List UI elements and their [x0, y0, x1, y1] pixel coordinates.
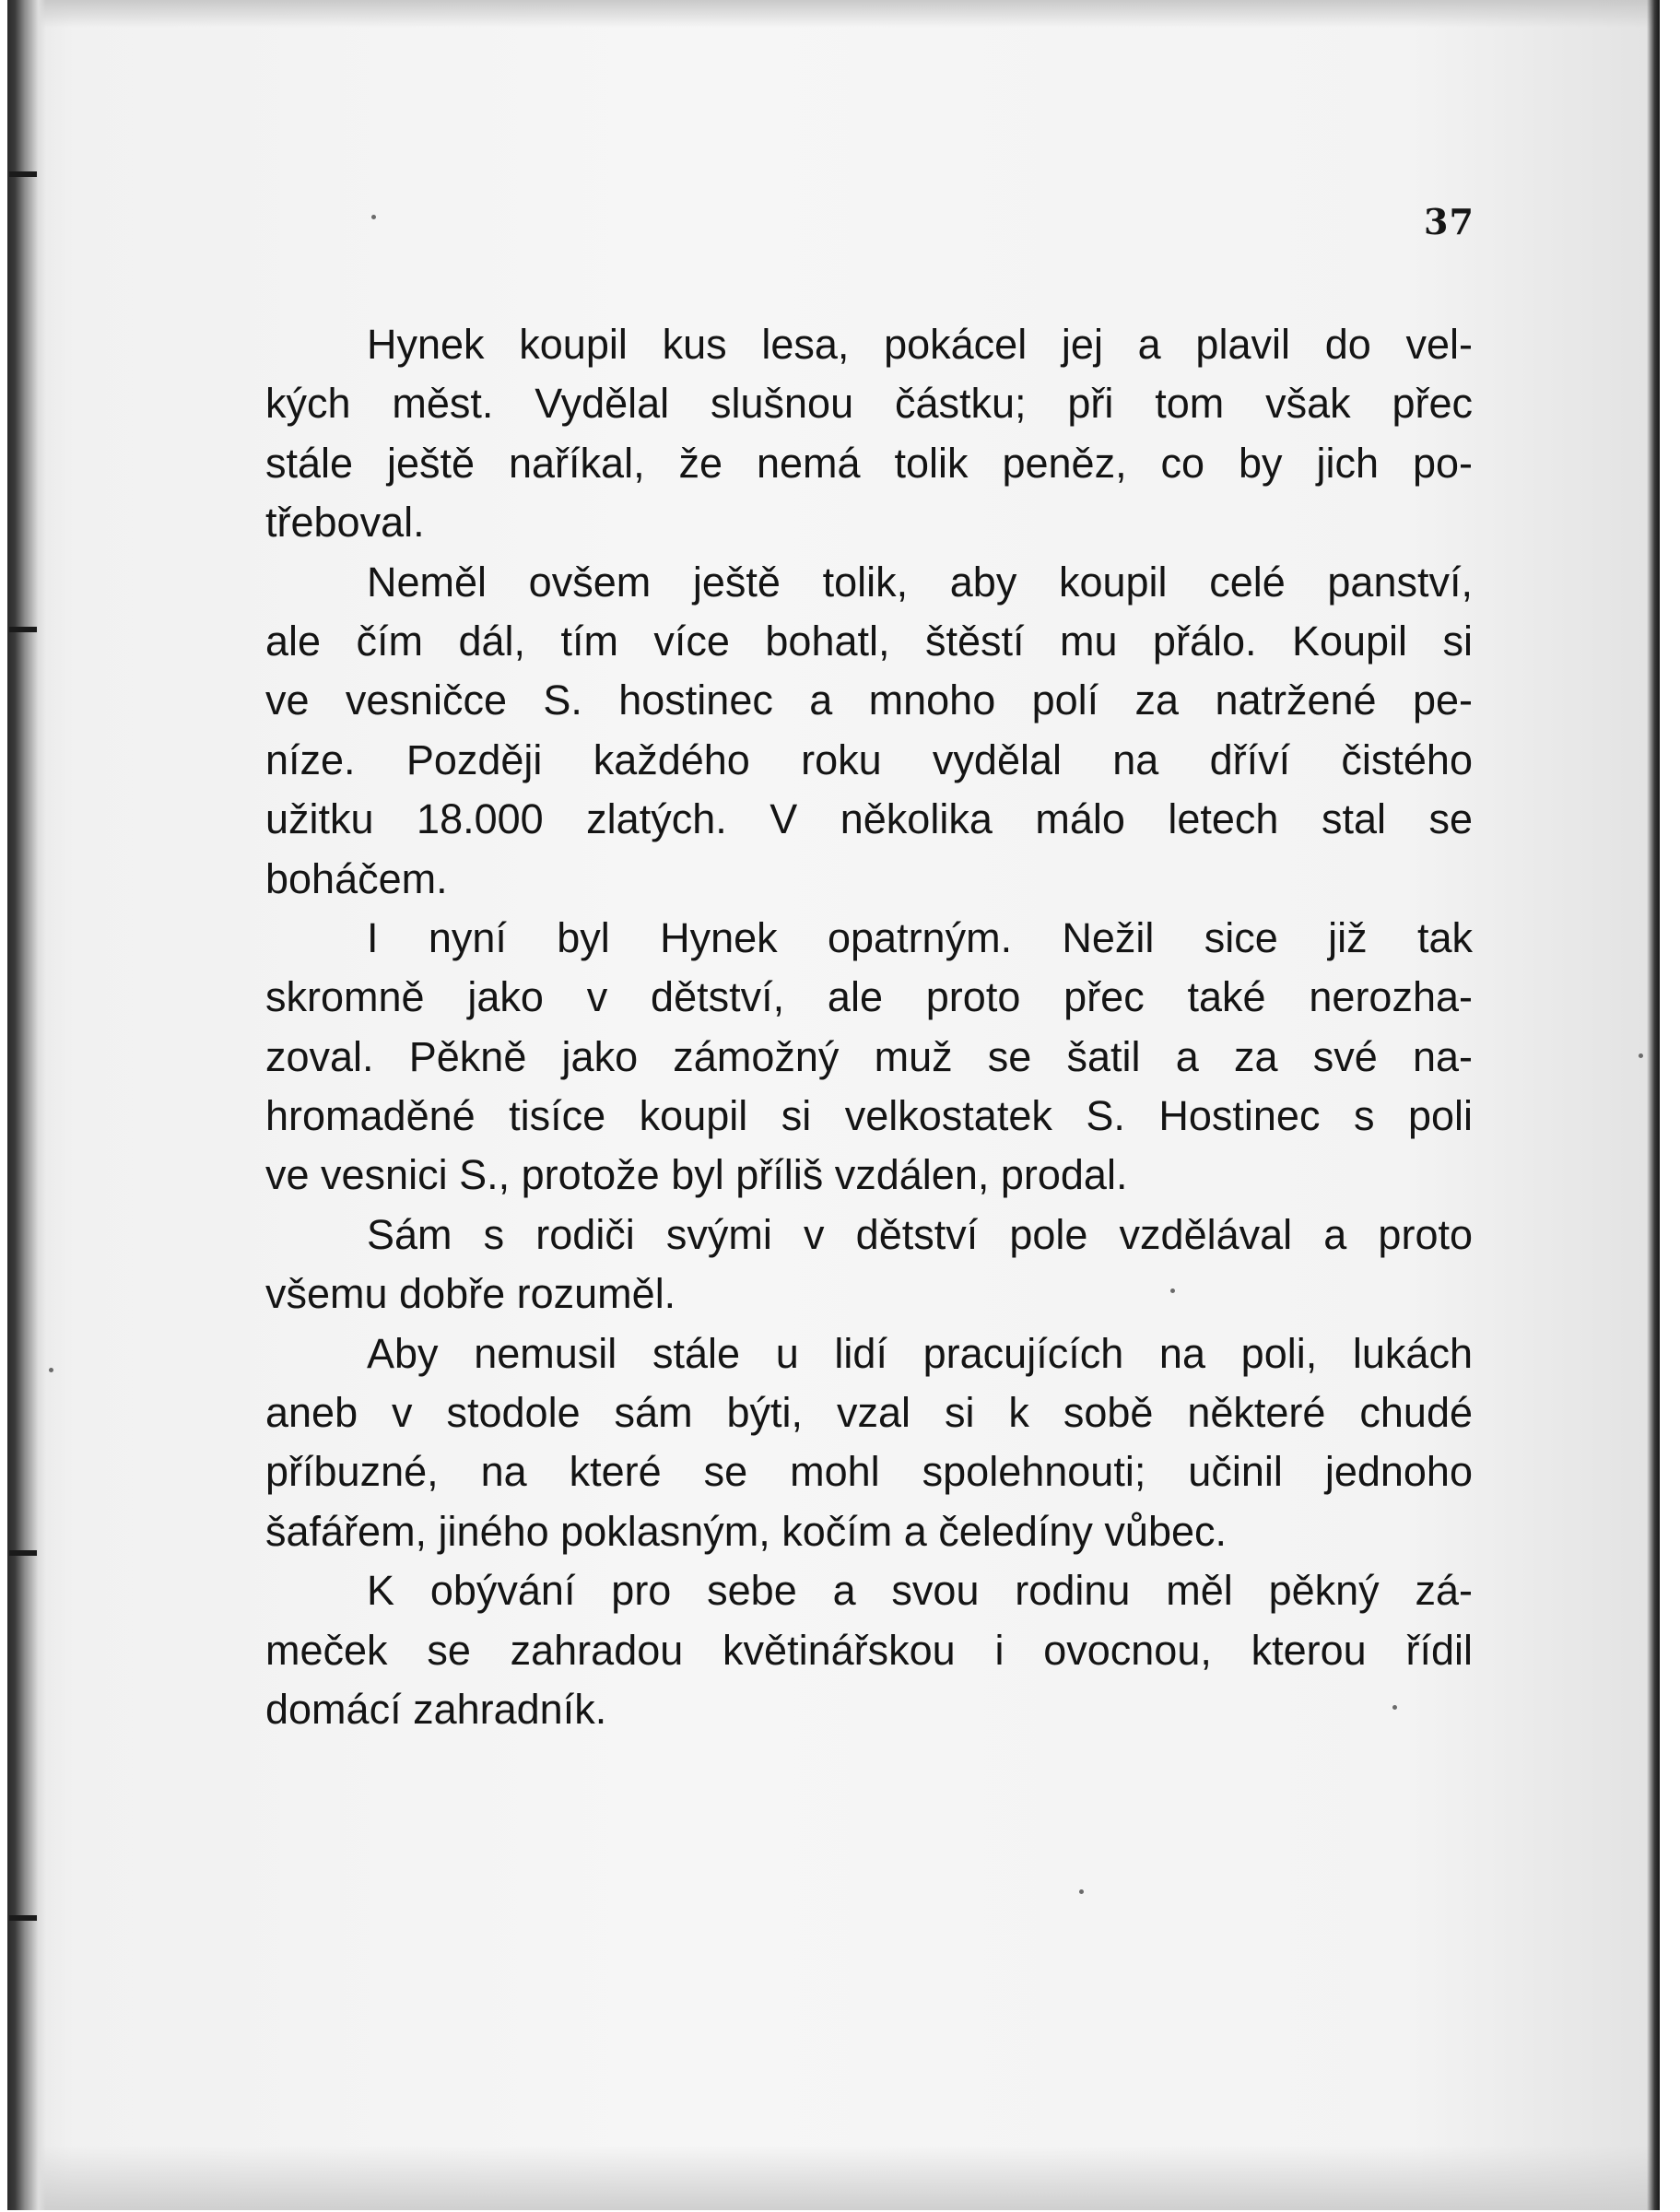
- text-line: Neměl ovšem ještě tolik, aby koupil celé panství,: [367, 558, 1473, 606]
- paragraph: [265, 315, 1473, 553]
- text-line: ve vesnici S., protože byl příliš vzdálen, prodal.: [265, 1151, 1128, 1199]
- paper-speck: [371, 215, 376, 219]
- paragraph: [265, 909, 1473, 1206]
- text-line: boháčem.: [265, 854, 448, 902]
- paper-speck: [1639, 1053, 1643, 1058]
- body-text: [265, 315, 1473, 1739]
- text-line: Hynek koupil kus lesa, pokácel jej a plavil do vel-: [367, 321, 1473, 368]
- text-line: všemu dobře rozuměl.: [265, 1270, 676, 1318]
- text-line: meček se zahradou květinářskou i ovocnou, kterou řídil: [265, 1626, 1473, 1674]
- text-line: skromně jako v dětství, ale proto přec také nerozha-: [265, 973, 1473, 1021]
- text-line: ve vesničce S. hostinec a mnoho polí za natržené pe-: [265, 677, 1473, 724]
- paragraph: [265, 1561, 1473, 1739]
- binding-stitch-mark: [9, 171, 37, 177]
- text-line: Aby nemusil stále u lidí pracujících na poli, lukách: [367, 1329, 1473, 1377]
- text-line: K obývání pro sebe a svou rodinu měl pěkný zá-: [367, 1567, 1473, 1615]
- binding-edge: [7, 0, 46, 2210]
- binding-stitch-mark: [9, 1550, 37, 1556]
- text-line: stále ještě naříkal, že nemá tolik peněz, co by jich po-: [265, 439, 1473, 487]
- text-line: I nyní byl Hynek opatrným. Nežil sice již tak: [367, 913, 1473, 961]
- page-right-edge: [1647, 0, 1660, 2210]
- text-line: ale čím dál, tím více bohatl, štěstí mu přálo. Koupil si: [265, 617, 1473, 665]
- page-top-shadow: [7, 0, 1660, 28]
- scanned-page: [7, 0, 1660, 2210]
- text-line: příbuzné, na které se mohl spolehnouti; učinil jednoho: [265, 1448, 1473, 1496]
- text-line: hromaděné tisíce koupil si velkostatek S. Hostinec s poli: [265, 1092, 1473, 1140]
- text-line: Sám s rodiči svými v dětství pole vzdělával a proto: [367, 1210, 1473, 1258]
- text-line: níze. Později každého roku vydělal na dříví čistého: [265, 735, 1473, 783]
- text-line: aneb v stodole sám býti, vzal si k sobě některé chudé: [265, 1389, 1473, 1437]
- text-line: zoval. Pěkně jako zámožný muž se šatil a za své na-: [265, 1032, 1473, 1080]
- binding-stitch-mark: [9, 1915, 37, 1921]
- paper-speck: [49, 1368, 53, 1372]
- text-line: užitku 18.000 zlatých. V několika málo letech stal se: [265, 795, 1473, 843]
- paragraph: [265, 1324, 1473, 1562]
- paragraph: [265, 1206, 1473, 1324]
- text-line: šafářem, jiného poklasným, kočím a čeledíny vůbec.: [265, 1507, 1227, 1555]
- text-line: kých měst. Vydělal slušnou částku; při tom však přec: [265, 380, 1473, 428]
- paragraph: [265, 553, 1473, 909]
- text-line: třeboval.: [265, 499, 425, 547]
- binding-stitch-mark: [9, 627, 37, 632]
- text-line: domácí zahradník.: [265, 1685, 607, 1733]
- paper-speck: [1079, 1889, 1084, 1894]
- page-number: 37: [1424, 201, 1474, 242]
- page-bottom-shadow: [7, 2146, 1660, 2210]
